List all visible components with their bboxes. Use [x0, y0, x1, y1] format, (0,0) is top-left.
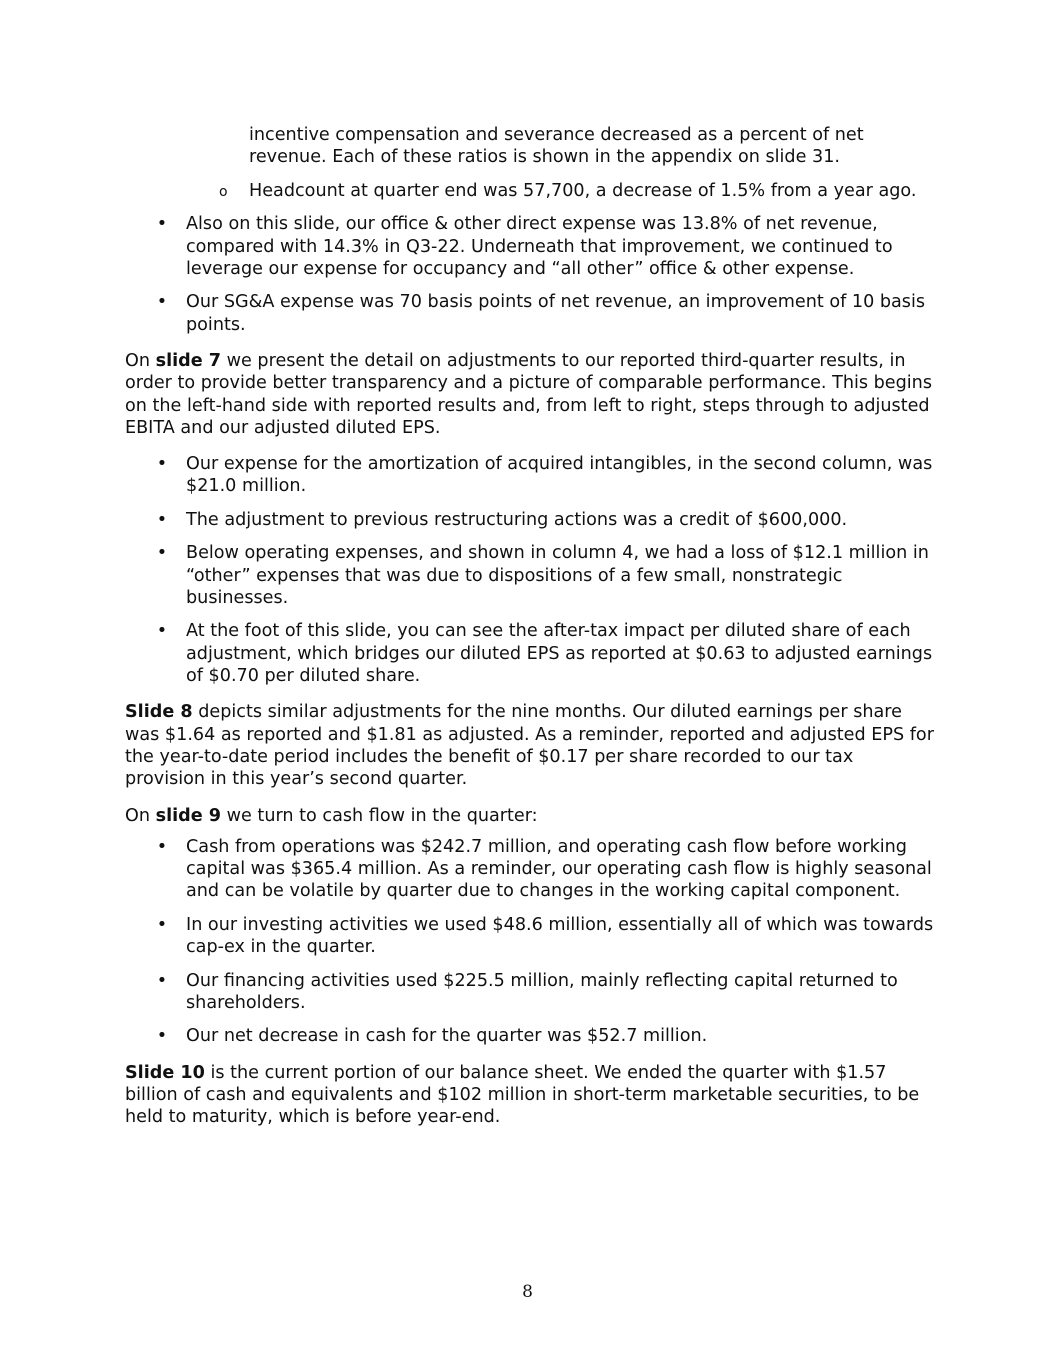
bullet-text: Cash from operations was $242.7 million, and operating cash flow before working capital was $365.4 million. As a reminder, our operating cash flow is highly seasonal and can be volatile by quarter due to changes in the working capital component. [186, 836, 932, 902]
list-item [125, 291, 935, 336]
bullet-text: Our financing activities used $225.5 million, mainly reflecting capital returned to shareholders. [186, 970, 898, 1013]
list-item [125, 914, 935, 959]
paragraph-text: is the current portion of our balance sheet. We ended the quarter with $1.57 billion of cash and equivalents and $102 million in short-term marketable securities, to be held to maturity, which is before year-end. [125, 1062, 920, 1128]
paragraph-text: we present the detail on adjustments to our reported third-quarter results, in order to provide better transparency and a picture of comparable performance. This begins on the left-hand side with reported results and, from left to right, steps through to adjusted EBITA and our adjusted diluted EPS. [125, 350, 932, 438]
slide-7-paragraph [125, 350, 935, 439]
list-item [125, 620, 935, 687]
bullet-icon: • [156, 454, 168, 475]
bullet-text: Also on this slide, our office & other direct expense was 13.8% of net revenue, compared with 14.3% in Q3-22. Underneath that improvement, we continued to leverage our expense for occupancy and “all other” office & other expense. [186, 214, 893, 279]
bullet-icon: • [156, 1026, 168, 1047]
sub-bullet-text: Headcount at quarter end was 57,700, a decrease of 1.5% from a year ago. [249, 180, 917, 201]
continued-sub-bullet-text: incentive compensation and severance decreased as a percent of net revenue. Each of these ratios is shown in the appendix on slide 31. [249, 125, 864, 168]
slide-9-bullet-list [125, 836, 935, 1048]
list-item [125, 509, 935, 531]
list-item [125, 213, 935, 280]
bullet-text: Below operating expenses, and shown in column 4, we had a loss of $12.1 million in “other” expenses that was due to dispositions of a few small, nonstrategic businesses. [186, 543, 929, 608]
list-item [125, 836, 935, 903]
paragraph-text: we turn to cash flow in the quarter: [221, 805, 538, 826]
bullet-icon: • [156, 970, 168, 991]
bullet-text: In our investing activities we used $48.6 million, essentially all of which was towards cap-ex in the quarter. [186, 914, 934, 958]
slide-7-bullet-list [125, 453, 935, 687]
sub-bullet-list [125, 180, 935, 202]
list-item [125, 453, 935, 498]
bullet-icon: • [156, 621, 168, 642]
bullet-icon: • [156, 914, 168, 935]
bullet-icon: • [156, 214, 168, 235]
hollow-circle-bullet-icon: o [219, 183, 228, 200]
bullet-text: The adjustment to previous restructuring actions was a credit of $600,000. [186, 509, 848, 530]
list-item [125, 1025, 935, 1047]
slide-9-reference: slide 9 [155, 805, 222, 826]
list-item [125, 542, 935, 609]
paragraph-prefix: On [125, 350, 156, 371]
slide-10-paragraph [125, 1062, 935, 1129]
slide-10-reference: Slide 10 [125, 1062, 205, 1083]
bullet-text: At the foot of this slide, you can see the after-tax impact per diluted share of each adjustment, which bridges our diluted EPS as reported at $0.63 to adjusted earnings of $0.70 per diluted share. [186, 621, 933, 687]
document-page [125, 124, 935, 1143]
sub-bullet-item [125, 180, 935, 202]
bullet-icon: • [156, 509, 168, 530]
slide-7-reference: slide 7 [155, 350, 222, 371]
slide-8-paragraph [125, 701, 935, 790]
bullet-icon: • [156, 292, 168, 313]
bullet-text: Our net decrease in cash for the quarter was $52.7 million. [186, 1026, 708, 1047]
opening-bullet-list [125, 213, 935, 336]
bullet-icon: • [156, 836, 168, 857]
slide-8-reference: Slide 8 [125, 702, 193, 723]
list-item [125, 970, 935, 1015]
bullet-text: Our SG&A expense was 70 basis points of net revenue, an improvement of 10 basis points. [186, 292, 926, 335]
page-number: 8 [522, 1282, 533, 1302]
paragraph-prefix: On [125, 805, 156, 826]
slide-9-paragraph [125, 805, 935, 827]
paragraph-text: depicts similar adjustments for the nine months. Our diluted earnings per share was $1.64 as reported and $1.81 as adjusted. As a reminder, reported and adjusted EPS for the year-to-date period includes the benefit of $0.17 per share recorded to our tax provision in this year’s second quarter. [125, 702, 934, 790]
bullet-icon: • [156, 543, 168, 564]
bullet-text: Our expense for the amortization of acquired intangibles, in the second column, was $21.0 million. [186, 454, 933, 497]
